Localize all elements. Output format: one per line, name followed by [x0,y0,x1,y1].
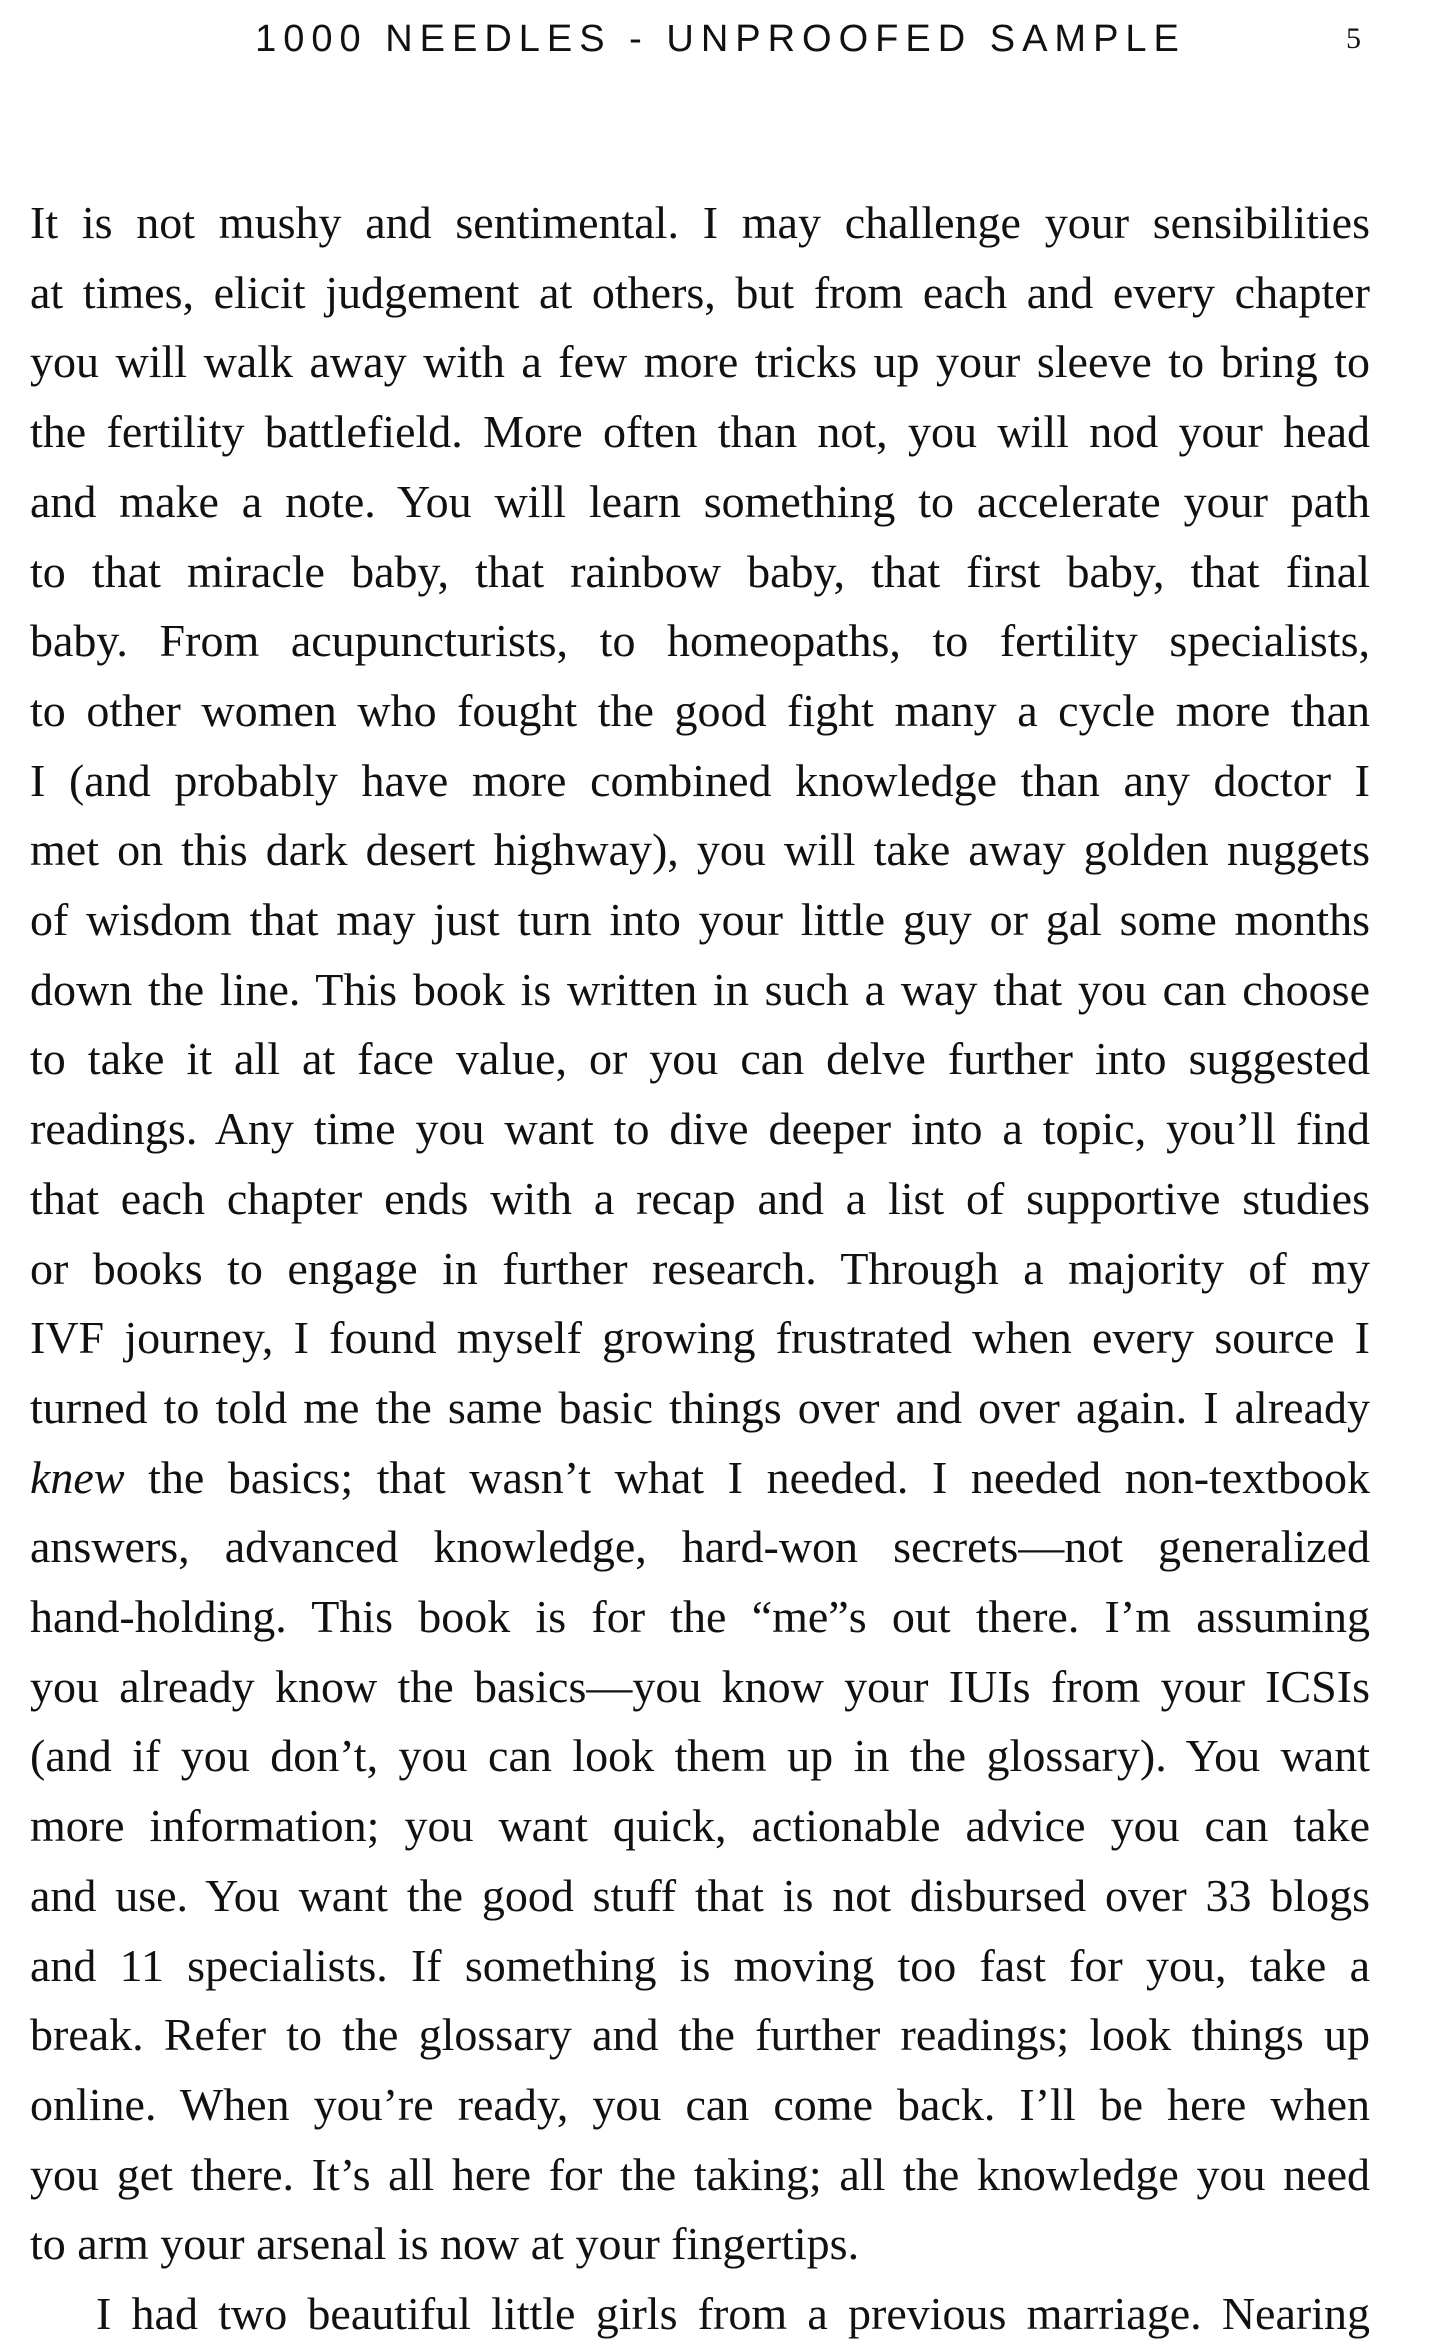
text-line-with-italic [30,1443,1370,1513]
italic-word: knew [30,1451,125,1503]
text-line: you will walk away with a few more tricks up your sleeve to bring to [30,336,1370,388]
text-line: at times, elicit judgement at others, but from each and every chapter [30,266,1370,318]
text-line: online. When you’re ready, you can come back. I’ll be here when [30,2078,1370,2130]
text-line: to arm your arsenal is now at your fingertips. [30,2218,860,2270]
text-line: baby. From acupuncturists, to homeopaths, to fertility specialists, [30,615,1370,667]
text-line: the fertility battlefield. More often than not, you will nod your head [30,406,1370,458]
text-line: to take it all at face value, or you can delve further into suggested [30,1033,1370,1085]
paragraph [30,188,1370,2279]
text-line: break. Refer to the glossary and the further readings; look things up [30,2009,1370,2061]
text-line: IVF journey, I found myself growing frustrated when every source I [30,1312,1370,1364]
text-line-rest: the basics; that wasn’t what I needed. I needed non-textbook [124,1451,1370,1503]
body-text [30,188,1370,2349]
text-line: I had two beautiful little girls from a previous marriage. Nearing [96,2288,1370,2340]
text-line: to that miracle baby, that rainbow baby, that first baby, that final [30,545,1370,597]
text-line: down the line. This book is written in such a way that you can choose [30,963,1370,1015]
text-line: met on this dark desert highway), you will take away golden nuggets [30,824,1370,876]
text-line: hand-holding. This book is for the “me”s out there. I’m assuming [30,1591,1370,1643]
text-line: readings. Any time you want to dive deeper into a topic, you’ll find [30,1103,1370,1155]
running-header-title: 1000 NEEDLES - UNPROOFED SAMPLE [255,18,1186,60]
text-line: that each chapter ends with a recap and a list of supportive studies [30,1172,1370,1224]
text-line: or books to engage in further research. Through a majority of my [30,1242,1370,1294]
text-line: to other women who fought the good fight many a cycle more than [30,684,1370,736]
paragraph [30,2279,1370,2349]
running-header [0,12,1441,66]
text-line: you already know the basics—you know your IUIs from your ICSIs [30,1660,1370,1712]
text-line: more information; you want quick, actionable advice you can take [30,1800,1370,1852]
text-line: and use. You want the good stuff that is not disbursed over 33 blogs [30,1869,1370,1921]
text-line: and make a note. You will learn something to accelerate your path [30,475,1370,527]
text-line: (and if you don’t, you can look them up in the glossary). You want [30,1730,1370,1782]
text-line: I (and probably have more combined knowledge than any doctor I [30,754,1370,806]
text-line: It is not mushy and sentimental. I may challenge your sensibilities [30,197,1370,248]
text-line: and 11 specialists. If something is moving too fast for you, take a [30,1939,1370,1991]
text-line: answers, advanced knowledge, hard-won secrets—not generalized [30,1521,1370,1573]
text-line: you get there. It’s all here for the taking; all the knowledge you need [30,2148,1370,2200]
text-line: turned to told me the same basic things over and over again. I already [30,1381,1370,1433]
text-line: of wisdom that may just turn into your little guy or gal some months [30,894,1370,946]
page-number: 5 [1346,22,1361,55]
